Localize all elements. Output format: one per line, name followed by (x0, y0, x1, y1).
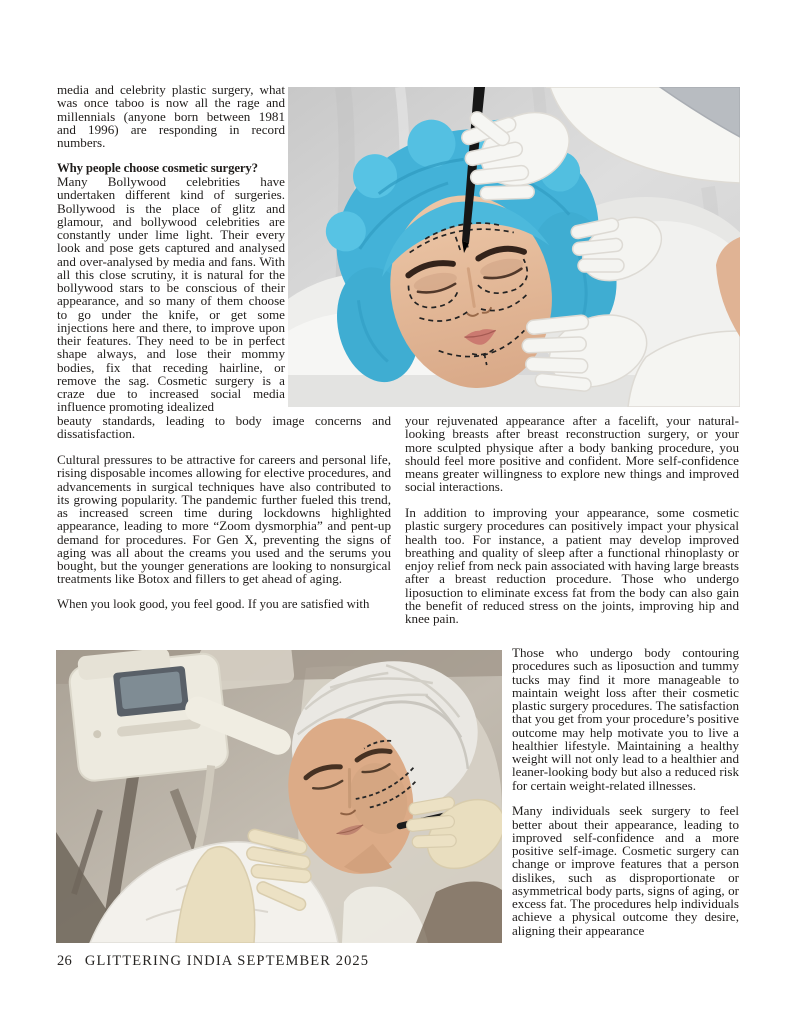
bollywood-paragraph-end: beauty standards, leading to body image concerns and dissatisfaction. (57, 413, 391, 442)
right-column-middle (405, 414, 739, 625)
weight-management-paragraph: Those who undergo body contouring procedures such as liposuction and tummy tucks may find it more manageable to maintain weight loss after their cosmetic plastic surgery procedures. The satisfaction that you get from your procedure’s positive outcome may help motivate you to live a healthier lifestyle. Maintaining a healthy weight will not only lead to a healthier and leaner-looking body but also a reduced risk for certain weight-related illnesses. (512, 645, 739, 793)
bollywood-paragraph-start: Many Bollywood celebrities have undertaken different kind of surgeries. Bollywood is the place of glitz and glamour, and bollywood celebrities are constantly under lime light. Their every look and pose gets captured and analysed and over-analysed by media and fans. With all this close scrutiny, it is natural for the bollywood stars to be conscious of their appearance, and so many of them choose to go under the knife, or get some injections here and there, to improve upon their features. They need to be in perfect shape always, and lose their mommy bodies, fix that receding hairline, or remove the sag. Cosmetic surgery is a craze due to increased social media influence promoting idealized (57, 174, 285, 415)
top-surgery-marking-photo (288, 87, 740, 407)
look-good-continuation-paragraph: your rejuvenated appearance after a facelift, your natural-looking breasts after breast reconstruction surgery, or your more sculpted physique after a body banking procedure, you should feel more positive and confident. More self-confidence means greater willingness to explore new things and improved social interactions. (405, 413, 739, 495)
top-photo-illustration (288, 87, 740, 407)
page-number: 26 (57, 953, 72, 969)
section-heading: Why people choose cosmetic surgery? (57, 160, 258, 175)
bottom-surgery-marking-photo (56, 650, 502, 943)
intro-paragraph: media and celebrity plastic surgery, what was once taboo is now all the rage and millennials (anyone born between 1981 and 1996) are responding in record numbers. (57, 82, 285, 150)
bottom-photo-illustration (56, 650, 502, 943)
page-footer (57, 953, 747, 970)
physical-health-paragraph: In addition to improving your appearance, some cosmetic plastic surgery procedures can positively impact your physical health too. For instance, a patient may develop improved breathing and quality of sleep after a functional rhinoplasty or enjoy relief from neck pain associated with having large breasts after a breast reduction procedure. Those who undergo liposuction to eliminate excess fat from the body can also gain the benefit of reduced stress on the joints, improving hip and knee pain. (405, 505, 739, 627)
self-confidence-paragraph: Many individuals seek surgery to feel better about their appearance, leading to improved self-confidence and a more positive self-image. Cosmetic surgery can change or improve features that a person dislikes, such as disproportionate or asymmetrical body parts, signs of aging, or excess fat. The procedures help individuals achieve a physical outcome they desire, aligning their appearance (512, 803, 739, 938)
cultural-pressures-paragraph: Cultural pressures to be attractive for careers and personal life, rising disposable incomes allowing for elective procedures, and advancements in surgical techniques have also contributed to its growing popularity. The pandemic further fueled this trend, as increased screen time during lockdowns highlighted appearance, leading to more “Zoom dysmorphia” and pent-up demand for procedures. For Gen X, preventing the signs of aging was all about the creams you used and the serums you bought, but the younger generations are looking to nonsurgical treatments like Botox and fillers to get ahead of aging. (57, 452, 391, 587)
magazine-title-footer: GLITTERING INDIA SEPTEMBER 2025 (84, 953, 370, 969)
left-column-middle (57, 414, 391, 611)
right-column-bottom (512, 646, 739, 937)
left-column-top (57, 83, 285, 414)
look-good-lead-line: When you look good, you feel good. If you are satisfied with (57, 597, 370, 612)
